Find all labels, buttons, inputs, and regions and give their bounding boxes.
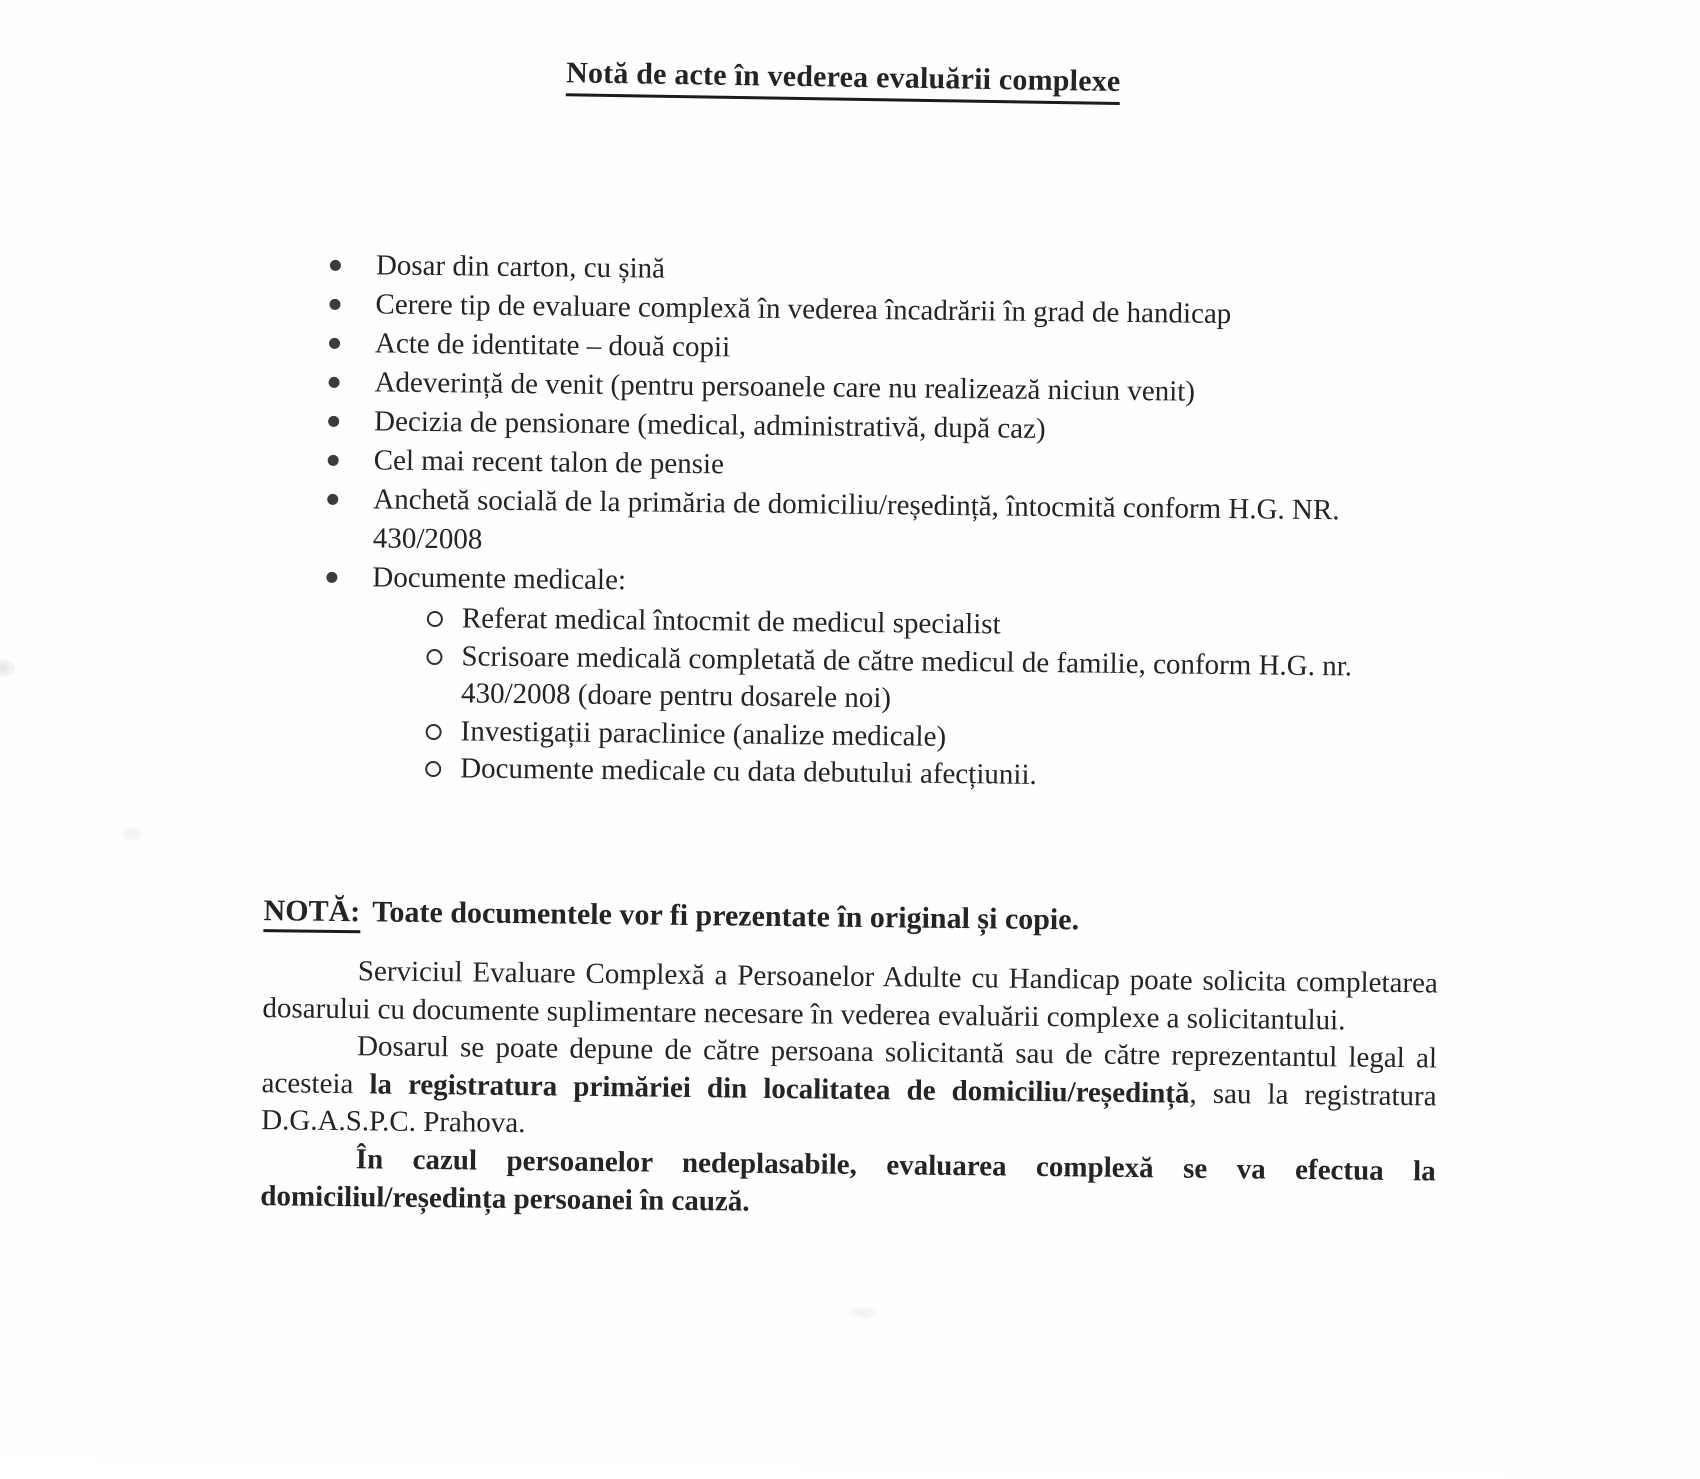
bullet-icon [326, 572, 337, 583]
bullet-icon [329, 377, 340, 388]
sublist-item-text: Scrisoare medicală completată de către medicul de familie, conform H.G. nr. 430/2008 (doare pentru dosarele noi) [460, 639, 1353, 715]
list-item-text: Cel mai recent talon de pensie [373, 444, 725, 481]
document-title [566, 58, 1121, 104]
paragraph-filing-normal-1: Dosarul se poate depune de către persoana solicitantă sau de către reprezentantul legal al acesteia [261, 1030, 1438, 1101]
bullet-icon [330, 260, 341, 271]
circle-bullet-icon [425, 761, 441, 777]
list-item-text: Adeverință de venit (pentru persoanele care nu realizează niciun venit) [374, 366, 1196, 408]
medical-documents-sublist [322, 599, 1409, 799]
note-heading [263, 894, 1438, 945]
paragraph-filing-normal-2: , sau la registratura D.G.A.S.P.C. Prahova. [261, 1077, 1437, 1140]
bullet-icon [329, 338, 340, 349]
sublist-item-text: Investigații paraclinice (analize medicale) [460, 714, 947, 753]
scan-artifact [121, 827, 143, 841]
body-paragraphs [260, 952, 1438, 1228]
note-text: Toate documentele vor fi prezentate în original și copie. [372, 895, 1080, 937]
list-item [325, 480, 1411, 570]
list-item-text: Documente medicale: [372, 561, 627, 597]
required-documents-list [322, 246, 1413, 799]
circle-bullet-icon [426, 648, 442, 664]
list-item-text: Acte de identitate – două copii [374, 327, 731, 364]
bullet-icon [328, 455, 339, 466]
list-item-text: Cerere tip de evaluare complexă în vederea încadrării în grad de handicap [375, 288, 1232, 331]
scan-artifact [848, 1307, 878, 1319]
bullet-icon [329, 299, 340, 310]
circle-bullet-icon [426, 723, 442, 739]
circle-bullet-icon [427, 611, 443, 627]
document-title-text: Notă de acte în vederea evaluării complexe [566, 56, 1121, 105]
list-item-text: Dosar din carton, cu șină [375, 249, 666, 285]
bullet-icon [327, 494, 338, 505]
bullet-icon [328, 416, 339, 427]
list-item-text: Decizia de pensionare (medical, administrativă, după caz) [373, 405, 1046, 445]
paragraph-filing-bold: la registratura primăriei din localitatea de domiciliu/reședință [369, 1068, 1190, 1110]
scan-artifact [0, 659, 15, 677]
sublist-item-text: Documente medicale cu data debutului afecțiunii. [460, 752, 1037, 791]
note-label: NOTĂ: [263, 894, 360, 933]
list-item-text: Anchetă socială de la primăria de domiciliu/reședință, întocmită conform H.G. NR. 430/2008 [372, 483, 1340, 556]
paragraph-homebound-evaluation: În cazul persoanelor nedeplasabile, evaluarea complexă se va efectua la domiciliul/reședința persoanei în cauză. [260, 1143, 1436, 1218]
paragraph-filing-locations [261, 1027, 1437, 1153]
sublist-item [323, 636, 1409, 723]
sublist-item-text: Referat medical întocmit de medicul specialist [461, 602, 1001, 641]
paragraph-service-request: Serviciul Evaluare Complexă a Persoanelor Adulte cu Handicap poate solicita completarea dosarului cu documente suplimentare necesare în vederea evaluării complexe a solicitantului. [262, 955, 1439, 1037]
